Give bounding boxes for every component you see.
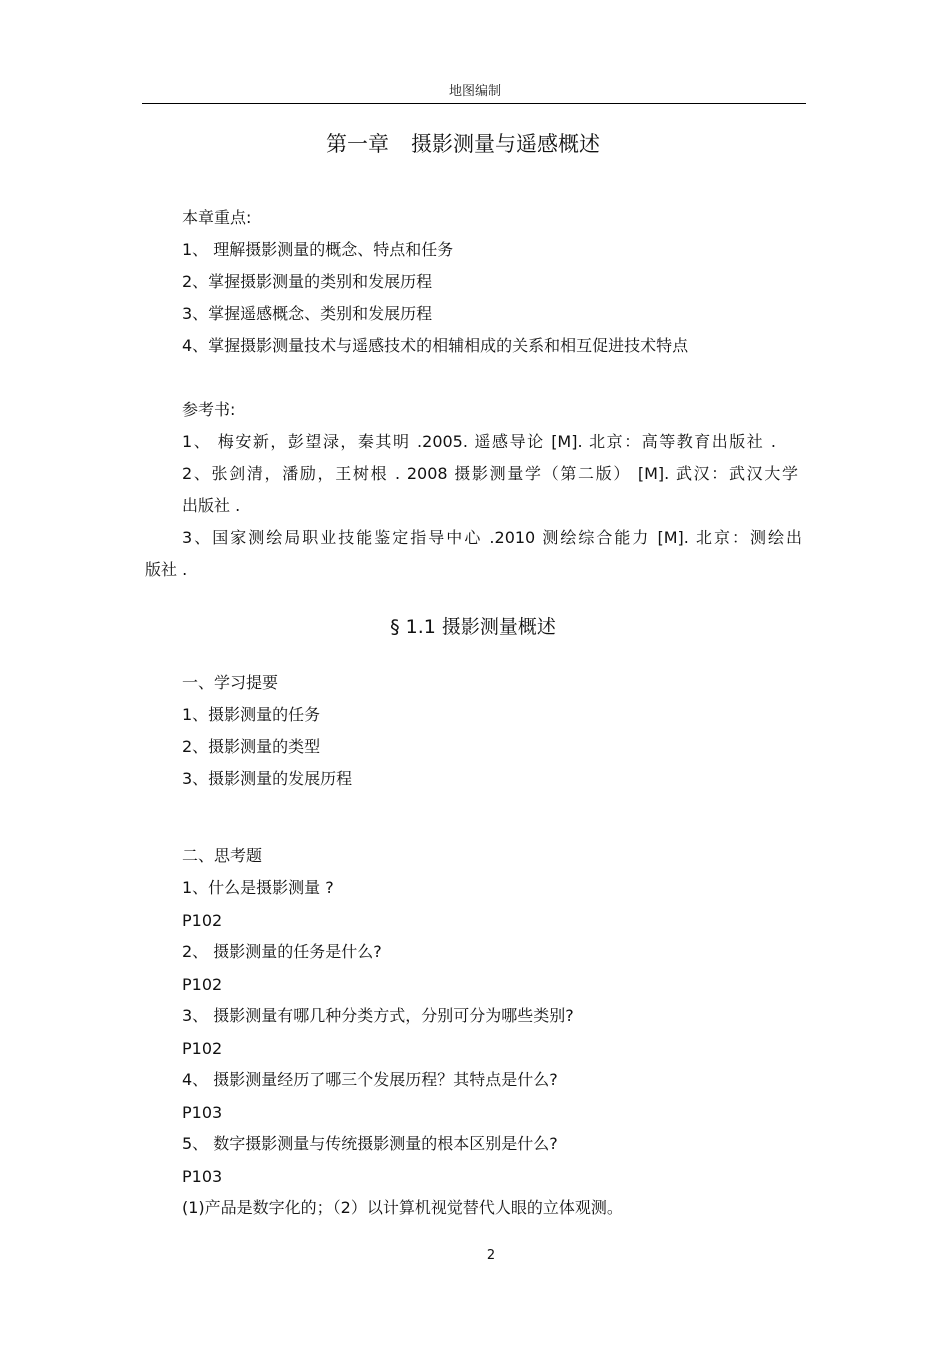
header-rule (142, 103, 806, 104)
study-points-heading: 一、学习提要 (182, 673, 279, 692)
key-point-item: 2、掌握摄影测量的类别和发展历程 (182, 272, 433, 291)
study-point-item: 2、摄影测量的类型 (182, 737, 321, 756)
page-reference: P102 (182, 975, 223, 994)
section-title: § 1.1 摄影测量概述 (390, 616, 556, 638)
reference-item-continued: 版社 . (145, 560, 188, 579)
key-point-item: 4、掌握摄影测量技术与遥感技术的相辅相成的关系和相互促进技术特点 (182, 336, 689, 355)
page-reference: P102 (182, 911, 223, 930)
question-item: 2、 摄影测量的任务是什么? (182, 942, 382, 961)
key-point-item: 1、 理解摄影测量的概念、特点和任务 (182, 240, 454, 259)
reference-item-continued: 出版社 . (182, 496, 241, 515)
references-heading: 参考书: (182, 400, 236, 419)
page-reference: P103 (182, 1167, 223, 1186)
question-item: 1、什么是摄影测量 ? (182, 878, 334, 897)
reference-item: 3、国家测绘局职业技能鉴定指导中心 .2010 测绘综合能力 [M]. 北京：测绘出 (182, 528, 802, 547)
questions-heading: 二、思考题 (182, 846, 263, 865)
reference-item: 1、 梅安新，彭望渌，秦其明 .2005. 遥感导论 [M]. 北京：高等教育出版社 . (182, 432, 776, 451)
answer-text: (1)产品是数字化的；（2）以计算机视觉替代人眼的立体观测。 (182, 1198, 623, 1217)
chapter-title (0, 128, 926, 158)
chapter-name: 摄影测量与遥感概述 (411, 132, 600, 156)
study-point-item: 1、摄影测量的任务 (182, 705, 321, 724)
running-header: 地图编制 (448, 84, 501, 99)
study-point-item: 3、摄影测量的发展历程 (182, 769, 353, 788)
page-reference: P102 (182, 1039, 223, 1058)
question-item: 3、 摄影测量有哪几种分类方式，分别可分为哪些类别? (182, 1006, 574, 1025)
page-number: 2 (486, 1248, 496, 1263)
key-points-heading: 本章重点: (182, 208, 252, 227)
page-reference: P103 (182, 1103, 223, 1122)
reference-item: 2、张剑清，潘励，王树根 . 2008 摄影测量学（第二版） [M]. 武汉：武汉大学 (182, 464, 798, 483)
question-item: 4、 摄影测量经历了哪三个发展历程？其特点是什么? (182, 1070, 558, 1089)
key-point-item: 3、掌握遥感概念、类别和发展历程 (182, 304, 433, 323)
question-item: 5、 数字摄影测量与传统摄影测量的根本区别是什么? (182, 1134, 558, 1153)
chapter-number: 第一章 (326, 132, 389, 156)
